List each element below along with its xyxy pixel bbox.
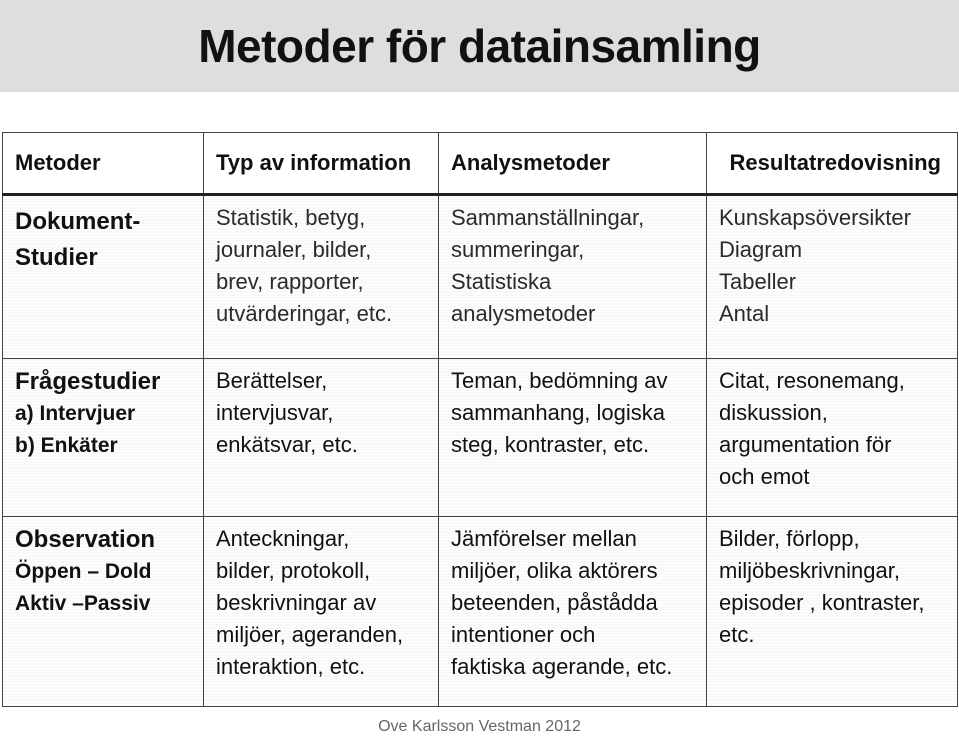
result-line: episoder , kontraster, [719,590,925,615]
method-line: Frågestudier [15,368,161,395]
info-line: miljöer, ageranden, [216,622,404,647]
analysis-line: Sammanställningar, [451,205,645,230]
result-line: Kunskapsöversikter [719,205,911,230]
method-line: Observation [15,526,156,553]
result-cell [707,517,958,707]
analysis-line: intentioner och [451,622,596,647]
info-line: beskrivningar av [216,590,377,615]
info-line: Statistik, betyg, [216,205,366,230]
table-row [3,359,958,517]
method-line: Öppen – Dold [15,560,152,583]
info-line: Berättelser, [216,368,328,393]
method-line: Studier [15,244,98,271]
method-cell [3,359,204,517]
analysis-line: Teman, bedömning av [451,368,668,393]
analysis-cell [439,195,707,359]
result-cell [707,359,958,517]
result-line: miljöbeskrivningar, [719,558,900,583]
analysis-line: analysmetoder [451,301,596,326]
info-line: utvärderingar, etc. [216,301,393,326]
method-cell [3,517,204,707]
table-row [3,195,958,359]
method-line: Dokument- [15,208,141,235]
analysis-line: Statistiska [451,269,552,294]
result-line: argumentation för [719,432,892,457]
analysis-line: faktiska agerande, etc. [451,654,673,679]
info-line: enkätsvar, etc. [216,432,358,457]
header-analysmetoder: Analysmetoder [439,133,707,195]
title-band [0,0,959,92]
table-row [3,517,958,707]
result-line: etc. [719,622,755,647]
table-header-row [3,133,958,195]
info-line: intervjusvar, [216,400,334,425]
info-line: journaler, bilder, [216,237,372,262]
method-line: Aktiv –Passiv [15,592,151,615]
info-cell [204,195,439,359]
result-line: Diagram [719,237,803,262]
info-line: Anteckningar, [216,526,350,551]
header-resultatredovisning: Resultatredovisning [707,133,958,195]
analysis-line: Jämförelser mellan [451,526,637,551]
result-line: diskussion, [719,400,828,425]
page-title: Metoder för datainsamling [198,20,761,72]
method-line: a) Intervjuer [15,402,136,425]
info-line: brev, rapporter, [216,269,364,294]
methods-table [2,132,958,707]
result-line: Tabeller [719,269,797,294]
header-typ-av-information: Typ av information [204,133,439,195]
result-cell [707,195,958,359]
method-cell [3,195,204,359]
info-line: bilder, protokoll, [216,558,371,583]
analysis-line: miljöer, olika aktörers [451,558,658,583]
analysis-cell [439,359,707,517]
info-cell [204,359,439,517]
method-line: b) Enkäter [15,434,118,457]
header-metoder: Metoder [3,133,204,195]
footer-credit: Ove Karlsson Vestman 2012 [378,718,581,735]
info-line: interaktion, etc. [216,654,366,679]
result-line: Citat, resonemang, [719,368,905,393]
info-cell [204,517,439,707]
analysis-line: summeringar, [451,237,585,262]
result-line: och emot [719,464,810,489]
result-line: Bilder, förlopp, [719,526,860,551]
analysis-line: steg, kontraster, etc. [451,432,650,457]
analysis-cell [439,517,707,707]
analysis-line: sammanhang, logiska [451,400,666,425]
result-line: Antal [719,301,770,326]
analysis-line: beteenden, påstådda [451,590,658,615]
